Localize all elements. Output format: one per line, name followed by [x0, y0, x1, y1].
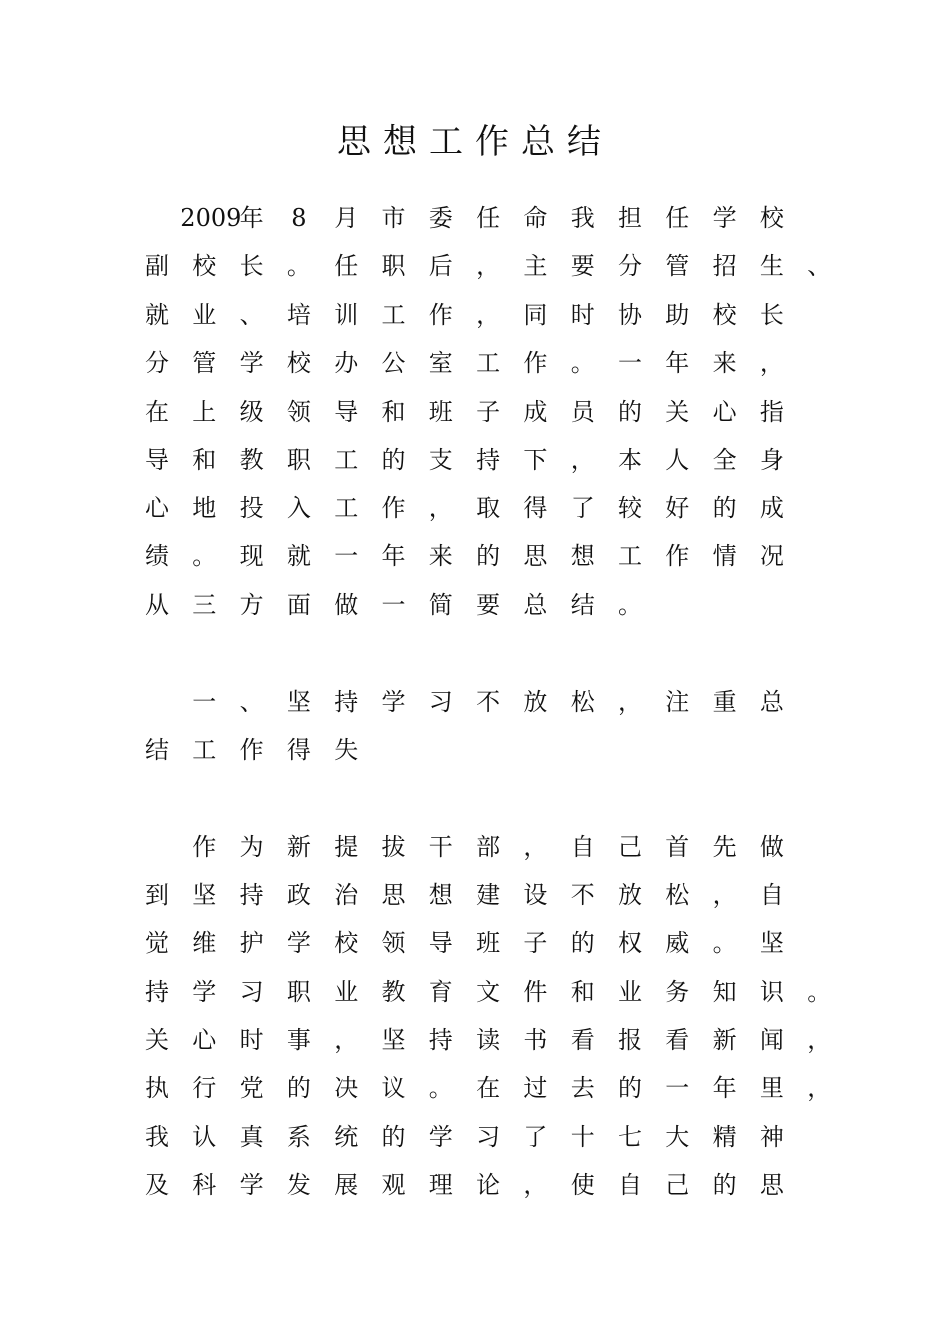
text-char: 领: [381, 929, 406, 957]
text-char: 学: [192, 978, 217, 1006]
text-char: 总: [759, 688, 784, 716]
text-char: 干: [428, 833, 453, 861]
text-char: 。: [807, 978, 832, 1006]
text-char: 闻: [759, 1026, 784, 1054]
text-char: 使: [570, 1171, 595, 1199]
text-char: 先: [712, 833, 737, 861]
text-char: 校: [286, 349, 311, 377]
text-char: 书: [523, 1026, 548, 1054]
text-char: 精: [712, 1123, 737, 1151]
text-char: 8: [291, 204, 307, 232]
text-char: 简: [428, 591, 453, 619]
text-char: 、: [239, 688, 264, 716]
text-char: 大: [665, 1123, 690, 1151]
text-line: [0, 972, 950, 1012]
text-char: 己: [618, 833, 642, 861]
text-char: 上: [192, 398, 217, 426]
text-char: 务: [665, 978, 690, 1006]
text-char: 人: [665, 446, 690, 474]
text-char: ，: [807, 1026, 832, 1054]
text-char: 决: [334, 1074, 359, 1102]
text-char: 导: [428, 929, 453, 957]
text-char: 七: [618, 1123, 642, 1151]
text-char: 学: [239, 1171, 264, 1199]
text-char: 作: [381, 494, 406, 522]
text-char: 。: [192, 542, 217, 570]
text-char: 来: [712, 349, 737, 377]
text-char: 学: [712, 204, 737, 232]
text-char: 作: [428, 301, 453, 329]
text-char: 助: [665, 301, 690, 329]
text-char: 执: [145, 1074, 169, 1102]
text-char: 工: [334, 494, 359, 522]
text-char: 校: [759, 204, 784, 232]
text-char: 时: [239, 1026, 264, 1054]
text-char: 。: [570, 349, 595, 377]
text-char: 作: [192, 833, 217, 861]
text-char: 和: [570, 978, 595, 1006]
text-char: 神: [759, 1123, 784, 1151]
text-char: 维: [192, 929, 217, 957]
text-char: 招: [712, 252, 737, 280]
text-line: [0, 343, 950, 383]
text-char: 持: [145, 978, 169, 1006]
text-char: 拔: [381, 833, 406, 861]
text-char: 识: [759, 978, 784, 1006]
text-char: 业: [618, 978, 642, 1006]
text-line: [0, 198, 950, 238]
text-char: 就: [286, 542, 311, 570]
text-char: ，: [807, 1074, 832, 1102]
text-char: 提: [334, 833, 359, 861]
text-char: 想: [428, 881, 453, 909]
text-char: 分: [618, 252, 642, 280]
text-char: 较: [618, 494, 642, 522]
text-char: 习: [428, 688, 453, 716]
text-char: ，: [759, 349, 784, 377]
text-char: 建: [476, 881, 501, 909]
text-char: 员: [570, 398, 595, 426]
text-char: 业: [334, 978, 359, 1006]
text-char: 坚: [286, 688, 311, 716]
text-char: 的: [381, 1123, 406, 1151]
text-char: 放: [618, 881, 642, 909]
text-char: 指: [759, 398, 784, 426]
text-char: 年: [239, 204, 264, 232]
text-char: 年: [381, 542, 406, 570]
text-line: [0, 295, 950, 335]
text-char: 一: [334, 542, 359, 570]
text-char: ，: [523, 833, 548, 861]
text-char: 工: [381, 301, 406, 329]
text-char: 三: [192, 591, 217, 619]
text-char: 思: [523, 542, 548, 570]
text-char: 持: [334, 688, 359, 716]
text-char: 文: [476, 978, 501, 1006]
text-char: 工: [618, 542, 642, 570]
text-char: 结: [570, 591, 595, 619]
text-char: 下: [523, 446, 548, 474]
text-line: [0, 585, 950, 625]
text-char: 重: [712, 688, 737, 716]
text-char: 的: [618, 398, 642, 426]
text-char: 一: [381, 591, 406, 619]
text-line: [0, 923, 950, 963]
text-char: 不: [476, 688, 501, 716]
text-line: [0, 392, 950, 432]
text-char: 学: [286, 929, 311, 957]
text-line: [0, 875, 950, 915]
text-line: [0, 1165, 950, 1205]
text-char: 论: [476, 1171, 501, 1199]
text-line: [0, 827, 950, 867]
text-char: 思: [381, 881, 406, 909]
text-line: [0, 440, 950, 480]
text-char: 本: [618, 446, 642, 474]
text-char: 任: [476, 204, 501, 232]
text-char: 任: [665, 204, 690, 232]
text-char: 生: [759, 252, 784, 280]
text-char: 新: [712, 1026, 737, 1054]
document-title: 思想工作总结: [337, 122, 613, 162]
text-char: 同: [523, 301, 548, 329]
text-char: 协: [618, 301, 642, 329]
text-char: 工: [192, 736, 217, 764]
text-char: 放: [523, 688, 548, 716]
text-char: 委: [428, 204, 453, 232]
text-char: 从: [145, 591, 169, 619]
text-char: 己: [665, 1171, 690, 1199]
text-char: 成: [523, 398, 548, 426]
text-char: 看: [665, 1026, 690, 1054]
text-char: 知: [712, 978, 737, 1006]
text-char: 管: [192, 349, 217, 377]
text-char: 长: [239, 252, 264, 280]
text-char: 注: [665, 688, 690, 716]
text-char: 月: [334, 204, 359, 232]
text-char: 持: [239, 881, 264, 909]
text-char: 校: [712, 301, 737, 329]
text-char: 习: [239, 978, 264, 1006]
text-char: 市: [381, 204, 406, 232]
text-line: [0, 246, 950, 286]
text-char: 展: [334, 1171, 359, 1199]
text-char: 一: [192, 688, 217, 716]
text-char: 及: [145, 1171, 169, 1199]
text-char: 子: [523, 929, 548, 957]
text-char: ，: [476, 252, 501, 280]
text-char: 总: [523, 591, 548, 619]
text-char: 坚: [381, 1026, 406, 1054]
text-char: 、: [239, 301, 264, 329]
text-char: 想: [570, 542, 595, 570]
text-char: 报: [618, 1026, 642, 1054]
text-char: 坚: [759, 929, 784, 957]
text-char: 学: [239, 349, 264, 377]
text-char: 首: [665, 833, 690, 861]
text-char: 得: [286, 736, 311, 764]
text-char: 主: [523, 252, 548, 280]
text-char: 我: [145, 1123, 169, 1151]
text-char: 心: [145, 494, 169, 522]
text-char: 护: [239, 929, 264, 957]
text-char: 的: [570, 929, 595, 957]
text-char: 我: [570, 204, 595, 232]
text-char: 取: [476, 494, 501, 522]
text-char: 发: [286, 1171, 311, 1199]
text-char: 和: [381, 398, 406, 426]
text-char: 在: [476, 1074, 501, 1102]
text-char: 科: [192, 1171, 217, 1199]
text-char: 2009: [180, 204, 242, 232]
text-char: 育: [428, 978, 453, 1006]
text-char: 和: [192, 446, 217, 474]
text-char: 心: [712, 398, 737, 426]
text-char: ，: [712, 881, 737, 909]
text-char: 读: [476, 1026, 501, 1054]
text-char: 统: [334, 1123, 359, 1151]
text-char: 威: [665, 929, 690, 957]
text-char: 自: [618, 1171, 642, 1199]
text-char: 绩: [145, 542, 169, 570]
text-char: 。: [286, 252, 311, 280]
text-char: 导: [145, 446, 169, 474]
text-char: 的: [476, 542, 501, 570]
text-char: 的: [381, 446, 406, 474]
text-char: 观: [381, 1171, 406, 1199]
text-char: 好: [665, 494, 690, 522]
text-char: 、: [807, 252, 832, 280]
text-char: 做: [759, 833, 784, 861]
text-char: 副: [145, 252, 169, 280]
text-char: 关: [665, 398, 690, 426]
text-char: 校: [192, 252, 217, 280]
text-char: 学: [381, 688, 406, 716]
text-char: 理: [428, 1171, 453, 1199]
text-char: 件: [523, 978, 548, 1006]
text-char: ，: [618, 688, 642, 716]
text-char: 议: [381, 1074, 406, 1102]
text-char: ，: [428, 494, 453, 522]
text-line: [0, 682, 950, 722]
text-char: 自: [570, 833, 595, 861]
text-char: 命: [523, 204, 548, 232]
text-char: 年: [665, 349, 690, 377]
text-char: 成: [759, 494, 784, 522]
text-char: 现: [239, 542, 264, 570]
text-char: 身: [759, 446, 784, 474]
text-char: 设: [523, 881, 548, 909]
text-char: 行: [192, 1074, 217, 1102]
text-char: 情: [712, 542, 737, 570]
text-char: ，: [570, 446, 595, 474]
text-char: 教: [239, 446, 264, 474]
text-char: 思: [759, 1171, 784, 1199]
text-char: 治: [334, 881, 359, 909]
text-char: 自: [759, 881, 784, 909]
text-char: 方: [239, 591, 264, 619]
text-char: 管: [665, 252, 690, 280]
text-char: ，: [334, 1026, 359, 1054]
text-char: 领: [286, 398, 311, 426]
text-char: 后: [428, 252, 453, 280]
text-line: [0, 1020, 950, 1060]
text-char: 职: [381, 252, 406, 280]
text-char: 坚: [192, 881, 217, 909]
text-char: 年: [712, 1074, 737, 1102]
text-char: 职: [286, 446, 311, 474]
text-char: 习: [476, 1123, 501, 1151]
text-char: 作: [523, 349, 548, 377]
text-char: 任: [334, 252, 359, 280]
text-char: 党: [239, 1074, 264, 1102]
text-line: [0, 536, 950, 576]
text-char: 部: [476, 833, 501, 861]
text-char: 。: [712, 929, 737, 957]
text-char: 的: [712, 494, 737, 522]
text-line: [0, 1068, 950, 1108]
text-char: 结: [145, 736, 169, 764]
text-char: 觉: [145, 929, 169, 957]
text-line: [0, 730, 950, 770]
text-char: 班: [476, 929, 501, 957]
text-char: 认: [192, 1123, 217, 1151]
text-char: 投: [239, 494, 264, 522]
text-char: 训: [334, 301, 359, 329]
text-char: 一: [665, 1074, 690, 1102]
text-char: 室: [428, 349, 453, 377]
text-char: 持: [476, 446, 501, 474]
text-char: 入: [286, 494, 311, 522]
text-char: 。: [428, 1074, 453, 1102]
text-char: 学: [428, 1123, 453, 1151]
text-char: 持: [428, 1026, 453, 1054]
text-char: 导: [334, 398, 359, 426]
text-char: 长: [759, 301, 784, 329]
text-char: 政: [286, 881, 311, 909]
text-char: 面: [286, 591, 311, 619]
text-char: 作: [665, 542, 690, 570]
text-char: 要: [570, 252, 595, 280]
text-char: ，: [476, 301, 501, 329]
text-char: 系: [286, 1123, 311, 1151]
text-char: 松: [665, 881, 690, 909]
text-char: 工: [334, 446, 359, 474]
text-char: 业: [192, 301, 217, 329]
text-char: 权: [618, 929, 642, 957]
text-char: 支: [428, 446, 453, 474]
text-char: 办: [334, 349, 359, 377]
text-char: 关: [145, 1026, 169, 1054]
text-char: 新: [286, 833, 311, 861]
text-char: 十: [570, 1123, 595, 1151]
text-char: 工: [476, 349, 501, 377]
text-char: 心: [192, 1026, 217, 1054]
text-char: 来: [428, 542, 453, 570]
text-char: 公: [381, 349, 406, 377]
text-char: 的: [712, 1171, 737, 1199]
text-char: 了: [523, 1123, 548, 1151]
text-char: 做: [334, 591, 359, 619]
text-char: 校: [334, 929, 359, 957]
text-char: 里: [759, 1074, 784, 1102]
text-line: [0, 488, 950, 528]
text-char: 松: [570, 688, 595, 716]
text-char: 培: [286, 301, 311, 329]
text-char: 就: [145, 301, 169, 329]
text-line: [0, 1117, 950, 1157]
text-char: 看: [570, 1026, 595, 1054]
text-char: 为: [239, 833, 264, 861]
text-char: 全: [712, 446, 737, 474]
text-char: 担: [618, 204, 642, 232]
text-char: 分: [145, 349, 169, 377]
text-char: 真: [239, 1123, 264, 1151]
text-char: 班: [428, 398, 453, 426]
text-char: 子: [476, 398, 501, 426]
text-char: 的: [286, 1074, 311, 1102]
text-char: 失: [334, 736, 359, 764]
text-char: 。: [618, 591, 642, 619]
text-char: 时: [570, 301, 595, 329]
text-char: 事: [286, 1026, 311, 1054]
text-char: 级: [239, 398, 264, 426]
text-char: 职: [286, 978, 311, 1006]
text-char: 况: [759, 542, 784, 570]
text-char: 过: [523, 1074, 548, 1102]
text-char: 得: [523, 494, 548, 522]
text-char: 不: [570, 881, 595, 909]
text-char: 到: [145, 881, 169, 909]
text-char: 一: [618, 349, 642, 377]
text-char: 作: [239, 736, 264, 764]
text-char: 的: [618, 1074, 642, 1102]
text-char: 要: [476, 591, 501, 619]
text-char: 地: [192, 494, 217, 522]
text-char: 教: [381, 978, 406, 1006]
text-char: 在: [145, 398, 169, 426]
text-char: 了: [570, 494, 595, 522]
text-char: 去: [570, 1074, 595, 1102]
text-char: ，: [523, 1171, 548, 1199]
